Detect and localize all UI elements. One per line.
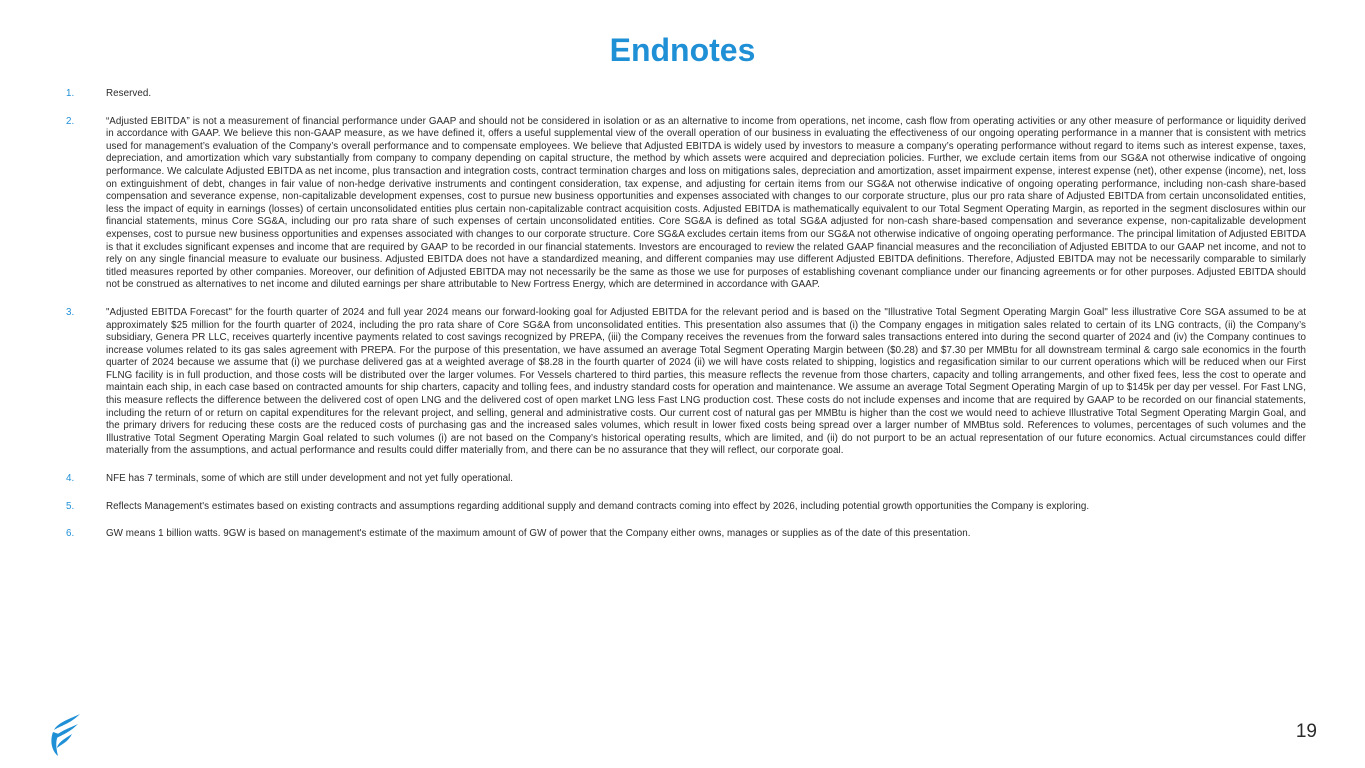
endnote-item [66, 501, 1306, 514]
endnote-item [66, 116, 1306, 292]
endnote-text: Reflects Management's estimates based on existing contracts and assumptions regarding additional supply and demand contracts coming into effect by 2026, including potential growth opportunities the Company is exploring. [106, 500, 1090, 512]
flame-logo-icon [50, 714, 82, 756]
endnote-text: NFE has 7 terminals, some of which are still under development and not yet fully operational. [106, 473, 514, 485]
endnote-item [66, 307, 1306, 458]
page-number: 19 [1295, 721, 1317, 742]
endnote-item [66, 88, 1306, 101]
endnote-item [66, 528, 1306, 541]
endnote-text: Reserved. [106, 88, 152, 99]
endnotes-list [66, 88, 1306, 556]
endnote-text: “Adjusted EBITDA” is not a measurement of financial performance under GAAP and should not be considered in isolation or as an alternative to income from operations, net income, cash flow from operating activities or any other measure of performance or liquidity derived in accordance with GAAP. We believe this non-GAAP measure, as we have defined it, offers a useful supplemental view of the overall operation of our business in evaluating the effectiveness of our ongoing operating performance in a manner that is consistent with metrics used for management’s evaluation of the Company’s overall performance and to compensate employees. We believe that Adjusted EBITDA is widely used by investors to measure a company’s operating performance without regard to items such as interest expense, taxes, depreciation, and amortization which vary substantially from company to company depending on capital structure, the method by which assets were acquired and depreciation policies. Further, we exclude certain items from our SG&A not otherwise indicative of ongoing performance. We calculate Adjusted EBITDA as net income, plus transaction and integration costs, contract termination charges and loss on mitigations sales, depreciation and amortization, asset impairment expense, interest expense (net), other expense (income), net, loss on extinguishment of debt, changes in fair value of non-hedge derivative instruments and contingent consideration, tax expense, and adjusting for certain items from our SG&A not otherwise indicative of ongoing operating performance, including non-cash share-based compensation and severance expense, non-capitalizable development expenses, cost to pursue new business opportunities and expenses associated with changes to our corporate structure, plus our pro rata share of Adjusted EBITDA from certain unconsolidated entities, less the impact of equity in earnings (losses) of certain unconsolidated entities plus certain non-capitalizable contract acquisition costs. Adjusted EBITDA is mathematically equivalent to our Total Segment Operating Margin, as reported in the segment disclosures within our financial statements, minus Core SG&A, including our pro rata share of such expenses of certain unconsolidated entities. Core SG&A is defined as total SG&A adjusted for non-cash share-based compensation and severance expense, non-capitalizable development expenses, cost to pursue new business opportunities and expenses associated with changes to our corporate structure. Core SG&A excludes certain items from our SG&A not otherwise indicative of ongoing operating performance. The principal limitation of Adjusted EBITDA is that it excludes significant expenses and income that are required by GAAP to be recorded in our financial statements. Investors are encouraged to review the related GAAP financial measures and the reconciliation of Adjusted EBITDA to our GAAP net income, and not to rely on any single financial measure to evaluate our business. Adjusted EBITDA does not have a standardized meaning, and different companies may use different Adjusted EBITDA definitions. Therefore, Adjusted EBITDA may not be necessarily comparable to similarly titled measures reported by other companies. Moreover, our definition of Adjusted EBITDA may not necessarily be the same as those we use for purposes of establishing covenant compliance under our financing agreements or for other purposes. Adjusted EBITDA should not be construed as alternatives to net income and diluted earnings per share attributable to New Fortress Energy, which are determined in accordance with GAAP. [106, 115, 1306, 291]
endnote-number: 2. [66, 115, 75, 127]
endnote-item [66, 473, 1306, 486]
endnote-number: 4. [66, 473, 75, 485]
endnote-number: 5. [66, 500, 75, 512]
endnote-number: 6. [66, 528, 75, 540]
endnote-number: 3. [66, 306, 75, 318]
endnote-number: 1. [66, 88, 75, 99]
endnote-text: GW means 1 billion watts. 9GW is based on management's estimate of the maximum amount of GW of power that the Company either owns, manages or supplies as of the date of this presentation. [106, 528, 971, 540]
page-title: Endnotes [609, 32, 756, 68]
endnote-text: "Adjusted EBITDA Forecast" for the fourth quarter of 2024 and full year 2024 means our forward-looking goal for Adjusted EBITDA for the relevant period and is based on the "Illustrative Total Segment Operating Margin Goal" less illustrative Core SGA assumed to be at approximately $25 million for the fourth quarter of 2024, including the pro rata share of Core SG&A from unconsolidated entities. This presentation also assumes that (i) the Company engages in mitigation sales related to certain of its LNG contracts, (ii) the Company’s subsidiary, Genera PR LLC, receives quarterly incentive payments related to cost savings recognized by PREPA, (iii) the Company receives the revenues from the forward sales transactions entered into during the second quarter of 2024 and (iv) the Company continues to increase volumes related to its gas sales agreement with PREPA. For the purpose of this presentation, we have assumed an average Total Segment Operating Margin between ($0.28) and $7.30 per MMBtu for all downstream terminal & cargo sale economics in the fourth quarter of 2024 because we assume that (i) we purchase delivered gas at a weighted average of $8.28 in the fourth quarter of 2024 (ii) we will have costs related to shipping, logistics and regasification similar to our current operations which will be reduced when our First FLNG facility is in full production, and those costs will be distributed over the larger volumes. For Vessels chartered to third parties, this measure reflects the revenue from those charters, capacity and tolling arrangements, and other fixed fees, less the cost to operate and maintain each ship, in each case based on contracted amounts for ship charters, capacity and tolling fees, and industry standard costs for operation and maintenance. We assume an average Total Segment Operating Margin of up to $145k per day per vessel. For Fast LNG, this measure reflects the difference between the delivered cost of open LNG and the delivered cost of open market LNG less Fast LNG production cost. These costs do not include expenses and income that are required by GAAP to be recorded on our financial statements, including the return of or return on capital expenditures for the relevant project, and selling, general and administrative costs. Our current cost of natural gas per MMBtu is higher than the cost we would need to achieve Illustrative Total Segment Operating Margin Goal, and the primary drivers for reducing these costs are the reduced costs of purchasing gas and the increased sales volumes, which result in lower fixed costs being spread over a larger number of MMBtus sold. References to volumes, percentages of such volumes and the Illustrative Total Segment Operating Margin Goal related to such volumes (i) are not based on the Company’s historical operating results, which are limited, and (ii) do not purport to be an actual representation of our future economics. Actual circumstances could differ materially from the assumptions, and actual performance and results could differ materially from, and there can be no assurance that they will reflect, our corporate goal. [106, 306, 1306, 457]
